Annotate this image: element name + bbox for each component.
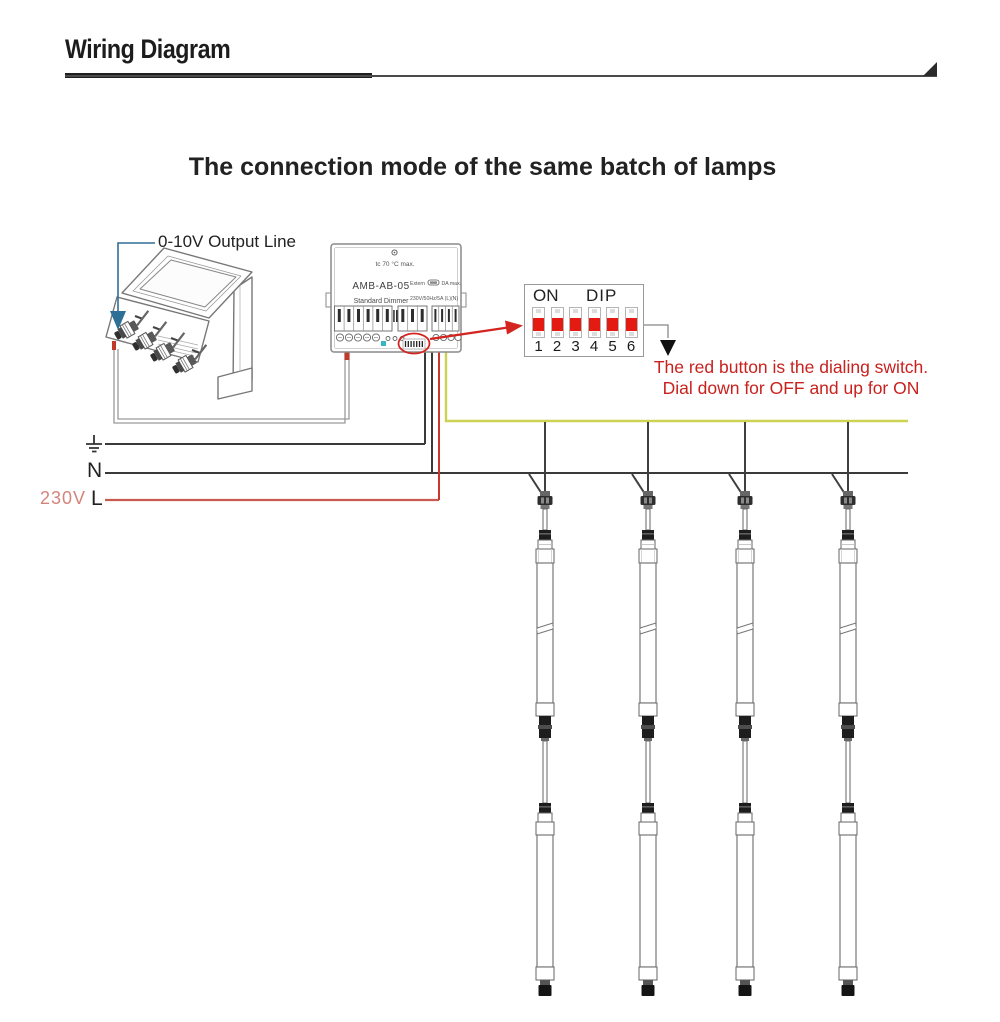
dip-switch-number: 2 bbox=[552, 338, 562, 355]
note-line-2: Dial down for OFF and up for ON bbox=[662, 378, 920, 398]
dip-switch-number: 4 bbox=[589, 338, 599, 355]
live-line-label: L bbox=[91, 487, 103, 510]
dimmer-spec-extern-suffix: DA max. bbox=[441, 281, 462, 287]
note-down-arrow-icon bbox=[660, 340, 676, 356]
note-leader-line bbox=[644, 325, 668, 338]
controller-terminal-mark bbox=[112, 341, 116, 350]
lamp-column bbox=[632, 422, 657, 996]
onboard-dip-switch bbox=[403, 339, 425, 349]
status-led bbox=[381, 341, 386, 346]
dip-switch-number: 1 bbox=[534, 338, 543, 355]
earth-ground-symbol bbox=[86, 435, 102, 452]
dimmer-temp-rating: tc 70 °C max. bbox=[375, 261, 415, 268]
lamp-array bbox=[529, 422, 857, 996]
output-line-label: 0-10V Output Line bbox=[158, 232, 296, 251]
dimmer-spec-extern: Extern bbox=[410, 281, 425, 287]
dimmer-type: Standard Dimmer bbox=[353, 298, 409, 305]
neutral-line-label: N bbox=[87, 459, 103, 482]
dip-switch-number: 6 bbox=[626, 338, 636, 355]
dimmer-model: AMB-AB-05 bbox=[352, 281, 410, 292]
dip-dip-label: DIP bbox=[586, 286, 618, 305]
dip-switch-number: 5 bbox=[608, 338, 617, 355]
diagram-subtitle: The connection mode of the same batch of lamps bbox=[188, 153, 777, 181]
signal-bus-line bbox=[446, 352, 908, 421]
voltage-label: 230V bbox=[40, 488, 87, 508]
lamp-column bbox=[529, 422, 554, 996]
dimmer-spec-power: 230V/50Hz/5A (L)(N) bbox=[410, 296, 459, 302]
page-title: Wiring Diagram bbox=[65, 34, 231, 64]
lamp-column bbox=[729, 422, 754, 996]
dip-switch-number: 3 bbox=[571, 338, 580, 355]
dip-on-label: ON bbox=[533, 286, 559, 305]
note-line-1: The red button is the dialing switch. bbox=[653, 357, 929, 377]
lamp-column bbox=[832, 422, 857, 996]
